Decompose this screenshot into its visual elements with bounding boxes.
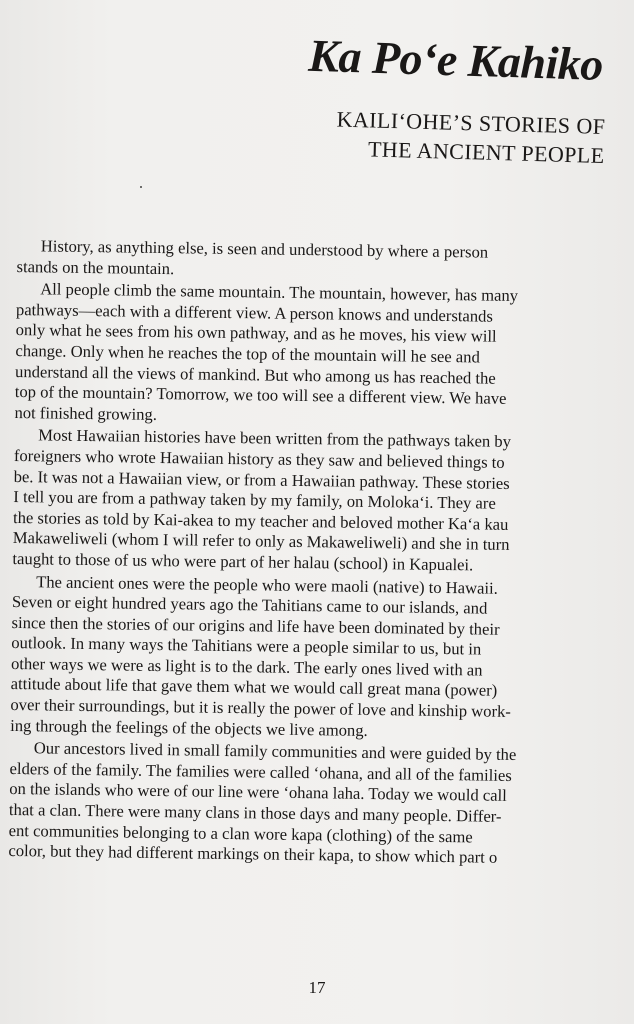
text-line: History, as anything else, is seen and understood by where a person <box>40 236 489 262</box>
subtitle-line: KAILI‘OHE’S STORIES OF <box>336 106 606 139</box>
body-text <box>8 236 634 872</box>
text-line: Seven or eight hundred years ago the Tahitians came to our islands, and <box>11 592 488 618</box>
subtitle-line: THE ANCIENT PEOPLE <box>367 136 606 169</box>
text-line: since then the stories of our origins and life have been dominated by their <box>11 612 500 639</box>
text-line: change. Only when he reaches the top of the mountain will he see and <box>15 340 480 367</box>
text-line: I tell you are from a pathway taken by my family, on Moloka‘i. They are <box>13 487 496 513</box>
paragraph <box>8 738 628 870</box>
text-line: The ancient ones were the people who were maoli (native) to Hawaii. <box>36 571 498 598</box>
text-line: attitude about life that gave them what we would call great mana (power) <box>10 674 498 701</box>
text-line: foreigners who wrote Hawaiian history as they saw and believed things to <box>13 445 505 472</box>
chapter-title: Ka Po‘e Kahiko <box>308 29 605 90</box>
text-line: Makaweliweli (whom I will refer to only as Makaweliweli) and she in turn <box>12 528 510 555</box>
text-line: ent communities belonging to a clan wore kapa (clothing) of the same <box>8 820 473 847</box>
text-line: that a clan. There were many clans in those days and many people. Differ- <box>8 799 502 826</box>
text-line: elders of the family. The families were called ‘ohana, and all of the families <box>9 758 512 785</box>
text-line: over their surroundings, but it is really the power of love and kinship work- <box>10 695 512 722</box>
text-line: color, but they had different markings on their kapa, to show which part o <box>8 841 498 867</box>
text-line: only what he sees from his own pathway, and as he moves, his view will <box>15 320 497 347</box>
paragraph <box>16 236 634 286</box>
print-speck <box>140 186 142 188</box>
text-line: stands on the mountain. <box>16 256 175 278</box>
text-line: ing through the feelings of the objects we live among. <box>10 715 368 740</box>
text-line: other ways we were as light is to the dark. The early ones lived with an <box>10 653 483 680</box>
text-line: All people climb the same mountain. The mountain, however, has many <box>40 279 519 306</box>
text-line: on the islands who were of our line were ‘ohana laha. Today we would call <box>9 779 507 806</box>
text-line: Our ancestors lived in small family communities and were guided by the <box>33 738 517 765</box>
text-line: be. It was not a Hawaiian view, or from a Hawaiian pathway. These stories <box>13 466 510 493</box>
paragraph <box>14 279 634 432</box>
text-line: taught to those of us who were part of her halau (school) in Kapualei. <box>12 548 474 575</box>
paragraph <box>10 571 630 744</box>
text-line: not finished growing. <box>14 402 158 424</box>
text-line: the stories as told by Kai-akea to my teacher and beloved mother Ka‘a kau <box>12 507 509 534</box>
text-line: outlook. In many ways the Tahitians were a people similar to us, but in <box>11 633 482 659</box>
text-line: top of the mountain? Tomorrow, we too will see a different view. We have <box>14 382 507 409</box>
text-line: Most Hawaiian histories have been written from the pathways taken by <box>38 425 512 452</box>
paragraph <box>12 425 632 578</box>
text-line: understand all the views of mankind. But who among us has reached the <box>14 361 496 388</box>
page-number: 17 <box>308 978 326 997</box>
text-line: pathways—each with a different view. A person knows and understands <box>15 299 494 326</box>
chapter-subtitle <box>336 104 606 170</box>
